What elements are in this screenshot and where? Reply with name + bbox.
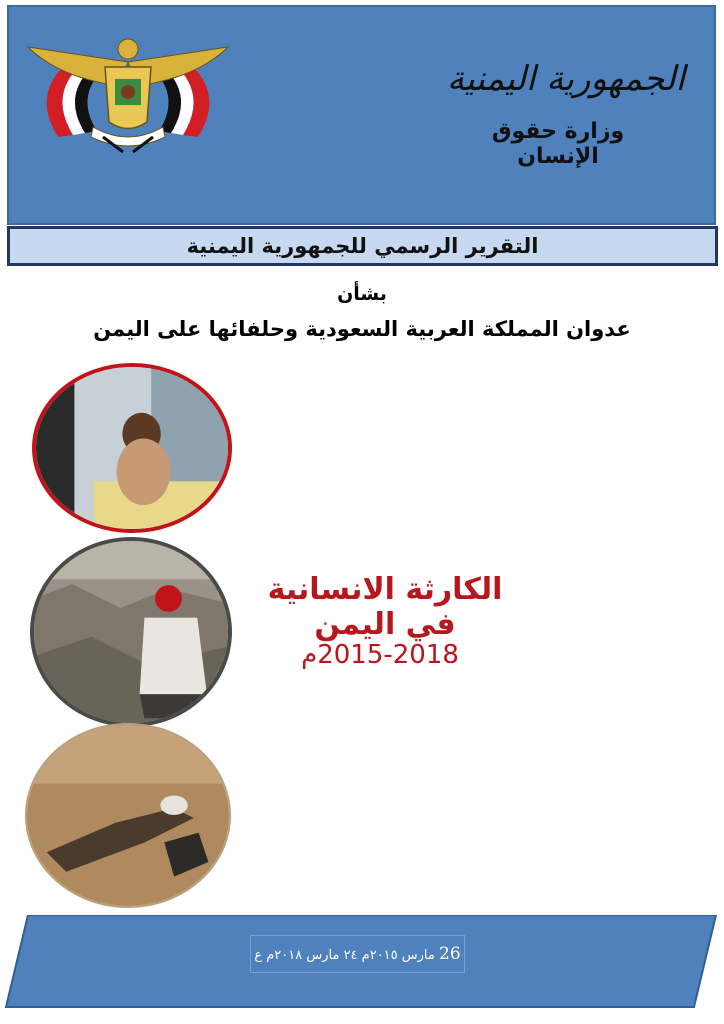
report-title: التقرير الرسمي للجمهورية اليمنية: [186, 234, 539, 258]
footer-date-text: مارس ٢٠١٥م ٢٤ مارس ٢٠١٨م ع: [254, 948, 435, 963]
report-title-bar: [7, 226, 718, 266]
headline: الكارثة الانسانية في اليمن: [267, 572, 503, 642]
footer-day: 26: [439, 944, 461, 964]
footer-date-box: [250, 935, 465, 973]
header-band: [7, 5, 716, 225]
subject-line-1: بشأن: [337, 283, 387, 305]
years-range: 2015-2018م: [301, 640, 459, 670]
ministry-name: وزارة حقوق الإنسان: [491, 119, 625, 169]
subject-line-2: عدوان المملكة العربية السعودية وحلفائها على اليمن: [93, 317, 631, 341]
yemen-emblem-icon: [23, 27, 233, 157]
photo-injured-ground: [25, 723, 231, 908]
republic-title: الجمهورية اليمنية: [446, 59, 686, 99]
photo-child-hospital: [32, 363, 232, 533]
photo-rubble-man: [30, 537, 232, 727]
